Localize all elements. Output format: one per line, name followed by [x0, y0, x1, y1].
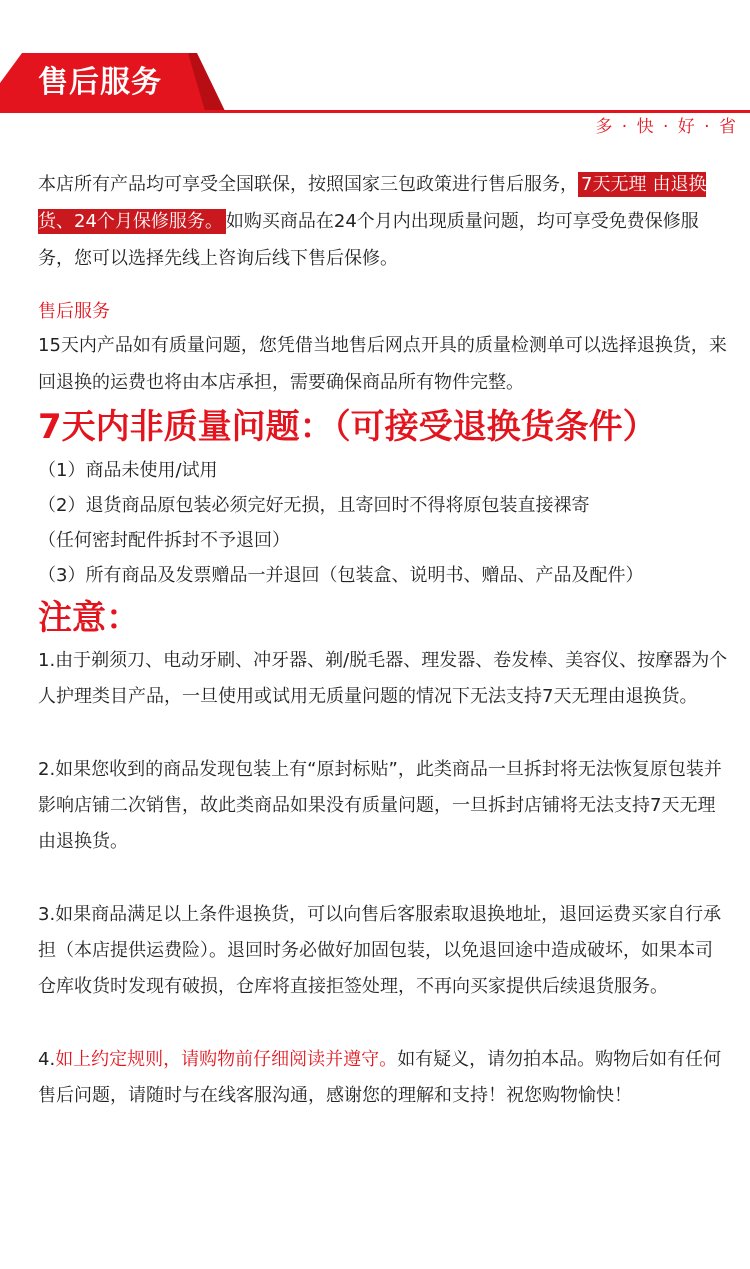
spacer: [38, 860, 728, 897]
intro-text-after: 如购买商品在24个月内出现质量问题，均可享受免费保修服务，您可以选择先线上咨询后线下售后保修。: [38, 211, 699, 269]
condition-item: （1）商品未使用/试用: [38, 460, 218, 481]
notice-item-4-emphasis: 如上约定规则，请购物前仔细阅读并遵守。: [55, 1049, 398, 1070]
notice-item-2: 2.如果您收到的商品发现包装上有“原封标贴”，此类商品一旦拆封将无法恢复原包装并影响店铺二次销售，故此类商品如果没有质量问题，一旦拆封店铺将无法支持7天无理由退换货。: [38, 759, 722, 852]
notice-item-4-text: 如有疑义，请勿拍本品。购物后如有任何售后问题，请随时与在线客服沟通，感谢您的理解和支持！祝您购物愉快！: [38, 1049, 722, 1106]
notice-item-4-number: 4.: [38, 1049, 56, 1070]
condition-item: （3）所有商品及发票赠品一并退回（包装盒、说明书、赠品、产品及配件）: [38, 565, 644, 586]
spacer: [38, 715, 728, 752]
content: [38, 166, 728, 1114]
intro-paragraph: [38, 166, 728, 277]
condition-item: （任何密封配件拆封不予退回）: [38, 530, 290, 551]
notice-item-4: [38, 1042, 728, 1114]
service-paragraph: 15天内产品如有质量问题，您凭借当地售后网点开具的质量检测单可以选择退换货，来回退换的运费也将由本店承担，需要确保商品所有物件完整。: [38, 335, 727, 393]
notice-item-3: 3.如果商品满足以上条件退换货，可以向售后客服索取退换地址，退回运费买家自行承担（本店提供运费险）。退回时务必做好加固包装，以免退回途中造成破坏，如果本司仓库收货时发现有破损，仓库将直接拒签处理，不再向买家提供后续退货服务。: [38, 904, 722, 997]
header: [0, 0, 750, 140]
condition-item: （2）退货商品原包装必须完好无损，且寄回时不得将原包装直接裸寄: [38, 495, 590, 516]
service-heading: 售后服务: [38, 301, 110, 322]
spacer: [38, 1005, 728, 1042]
notice-title: 注意：: [38, 598, 140, 638]
intro-highlight-1: 7天无理: [578, 172, 649, 197]
intro-highlight-2: 由退换货、24个月保修服务。: [38, 174, 707, 232]
conditions-title: 7天内非质量问题：（可接受退换货条件）: [38, 407, 657, 447]
notice-item-1: 1.由于剃须刀、电动牙刷、冲牙器、剃/脱毛器、理发器、卷发棒、美容仪、按摩器为个人护理类目产品，一旦使用或试用无质量问题的情况下无法支持7天无理由退换货。: [38, 650, 728, 707]
intro-text: 本店所有产品均可享受全国联保，按照国家三包政策进行售后服务，: [38, 174, 578, 195]
page-title: 售后服务: [38, 65, 162, 100]
slogan: 多 · 快 · 好 · 省: [595, 117, 738, 137]
